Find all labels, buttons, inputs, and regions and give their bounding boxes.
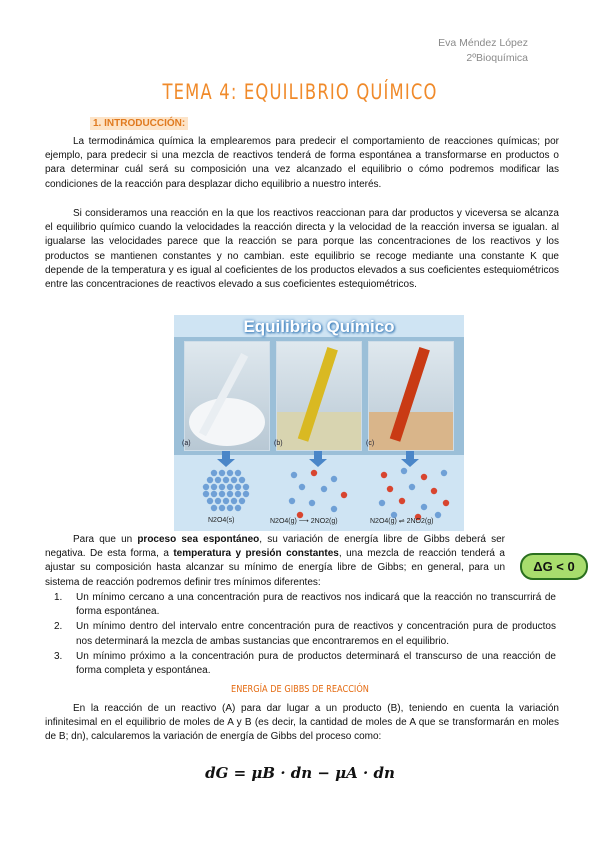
- delta-g-badge: ΔG < 0: [520, 553, 588, 580]
- molecule-dot: [227, 484, 233, 490]
- gibbs-subheading: ENERGÍA DE GIBBS DE REACCIÓN: [231, 684, 369, 695]
- beaker-b-contents: [277, 342, 361, 450]
- author-name: Eva Méndez López: [438, 37, 528, 49]
- intro-p1-text: La termodinámica química la emplearemos para predecir el comportamiento de reacciones químicas; por ejemplo, para predecir si una mezcla de reactivos tenderá de forma espontánea a transformarse en productos o para determinar cuál será su composición una vez alcanzado el equilibrio o cómo podremos modificar las condiciones de la reacción para desplazar dicho equilibrio a nuestro interés.: [45, 136, 559, 190]
- list-item: [48, 650, 556, 678]
- molecule-dot: [231, 477, 237, 483]
- molecule-dot: [235, 491, 241, 497]
- list-item: [48, 591, 556, 619]
- molecule-dot: [227, 491, 233, 497]
- molecule-dot: [203, 491, 209, 497]
- molecule-dot: [239, 477, 245, 483]
- beaker-b: [276, 341, 362, 451]
- molecule-dot: [215, 498, 221, 504]
- minima-list: [48, 591, 556, 679]
- molecule-dot: [435, 512, 441, 518]
- molecule-dot: [227, 505, 233, 511]
- gibbs-text-b: , su variación de energía libre de Gibbs deberá ser negativa. De esta forma, a: [45, 534, 506, 560]
- equilibrium-figure: [174, 315, 464, 531]
- molecule-dot: [441, 470, 447, 476]
- beaker-a: [184, 341, 270, 451]
- course-name: 2ºBioquímica: [466, 52, 528, 64]
- gibbs-text-a: Para que un: [73, 534, 138, 545]
- figure-title: Equilibrio Químico: [243, 317, 395, 336]
- molecule-dot: [211, 470, 217, 476]
- figure-label-c: (c): [366, 440, 375, 447]
- list-text: Un mínimo cercano a una concentración pura de reactivos nos indicará que la reacción no transcurrirá de forma espontánea.: [76, 592, 556, 618]
- caption-a: N2O4(s): [208, 517, 235, 524]
- molecule-dot: [381, 472, 387, 478]
- author-header: [438, 36, 528, 66]
- molecule-dot: [289, 498, 295, 504]
- gibbs-paragraph: [45, 533, 505, 590]
- molecule-dot: [211, 491, 217, 497]
- list-text: Un mínimo próximo a la concentración pura de productos determinará el transcurso de una reacción de forma completa y espontánea.: [76, 650, 556, 677]
- molecule-dot: [321, 486, 327, 492]
- molecule-dot: [243, 491, 249, 497]
- gibbs-bold-1: proceso sea espontáneo: [137, 534, 260, 545]
- list-number: 1.: [54, 592, 63, 603]
- list-number: 2.: [54, 621, 63, 633]
- list-text: Un mínimo dentro del intervalo entre concentración pura de reactivos y concentración pura de productos nos determinará la mezcla de ambas sustancias que encontraremos en el equilibrio.: [76, 621, 556, 647]
- molecule-dot: [341, 492, 347, 498]
- molecule-dot: [309, 500, 315, 506]
- section-heading: 1. INTRODUCCIÓN:: [90, 117, 188, 130]
- beaker-c: [368, 341, 454, 451]
- molecule-dot: [409, 484, 415, 490]
- molecule-dot: [399, 498, 405, 504]
- page-title: TEMA 4: EQUILIBRIO QUÍMICO: [162, 80, 438, 104]
- molecule-dot: [211, 484, 217, 490]
- reaction-text: En la reacción de un reactivo (A) para dar lugar a un producto (B), teniendo en cuenta la variación infinitesimal en el equilibrio de moles de A y B (es decir, la cantidad de moles de A que se transformarán en moles de B; dn), calcularemos la variación de energía de Gibbs del proceso como:: [45, 703, 559, 743]
- molecule-dot: [421, 504, 427, 510]
- gibbs-equation: dG = μB · dn − μA · dn: [205, 764, 395, 782]
- intro-paragraph-1: [45, 135, 559, 192]
- molecule-dot: [235, 470, 241, 476]
- molecule-dot: [443, 500, 449, 506]
- intro-paragraph-2: [45, 207, 559, 292]
- molecule-dot: [219, 491, 225, 497]
- down-arrow-icon: [309, 451, 327, 467]
- list-item: [48, 620, 556, 648]
- beaker-c-contents: [369, 342, 453, 450]
- intro-p2-text: Si consideramos una reacción en la que los reactivos reaccionan para dar productos y viceversa se alcanza el equilibrio químico cuando la velocidades la reacción directa y la velocidad de la reacción inversa se igualan. al igualarse las velocidades parece que la reacción se para porque las concentraciones de los reactivos y los productos se mantienen constantes y no cambian. este equilibrio se recoge mediante una constante K que depende de la temperatura y es igual al coeficientes de los productos elevados a sus coeficientes estequiométricos entre las concentraciones de reactivos elevado a sus coeficientes estequiométricos.: [45, 208, 559, 291]
- figure-label-a: (a): [182, 440, 191, 447]
- molecule-dot: [239, 498, 245, 504]
- molecule-dot: [211, 505, 217, 511]
- molecule-dot: [311, 470, 317, 476]
- molecule-dot: [219, 505, 225, 511]
- molecule-dot: [331, 476, 337, 482]
- molecule-dot: [431, 488, 437, 494]
- molecule-dot: [219, 470, 225, 476]
- molecule-dot: [331, 506, 337, 512]
- molecule-dot: [219, 484, 225, 490]
- down-arrow-icon: [401, 451, 419, 467]
- figure-label-b: (b): [274, 440, 283, 447]
- down-arrow-icon: [217, 451, 235, 467]
- molecule-dot: [299, 484, 305, 490]
- molecule-dot: [235, 484, 241, 490]
- molecule-dot: [215, 477, 221, 483]
- molecule-dot: [207, 477, 213, 483]
- molecule-dot: [387, 486, 393, 492]
- caption-b: N2O4(g) ⟶ 2NO2(g): [270, 518, 338, 525]
- gibbs-text-c: , una mezcla de reacción tenderá a ajustar su composición hasta alcanzar su mínimo de energía libre de Gibbs; en general, para un sistema de reacción podremos definir tres mínimos diferentes:: [45, 548, 505, 588]
- molecule-dot: [401, 468, 407, 474]
- beaker-a-contents: [185, 342, 269, 450]
- molecule-dot: [291, 472, 297, 478]
- caption-c: N2O4(g) ⇌ 2NO2(g): [370, 518, 434, 525]
- molecule-dot: [223, 498, 229, 504]
- molecule-dot: [421, 474, 427, 480]
- molecule-dot: [223, 477, 229, 483]
- molecule-dot: [203, 484, 209, 490]
- molecule-dot: [379, 500, 385, 506]
- gibbs-bold-2: temperatura y presión constantes: [173, 548, 339, 560]
- molecule-dot: [207, 498, 213, 504]
- molecule-dot: [243, 484, 249, 490]
- list-number: 3.: [54, 650, 63, 662]
- molecule-dot: [231, 498, 237, 504]
- molecule-dot: [235, 505, 241, 511]
- molecule-dot: [227, 470, 233, 476]
- reaction-paragraph: [45, 702, 559, 745]
